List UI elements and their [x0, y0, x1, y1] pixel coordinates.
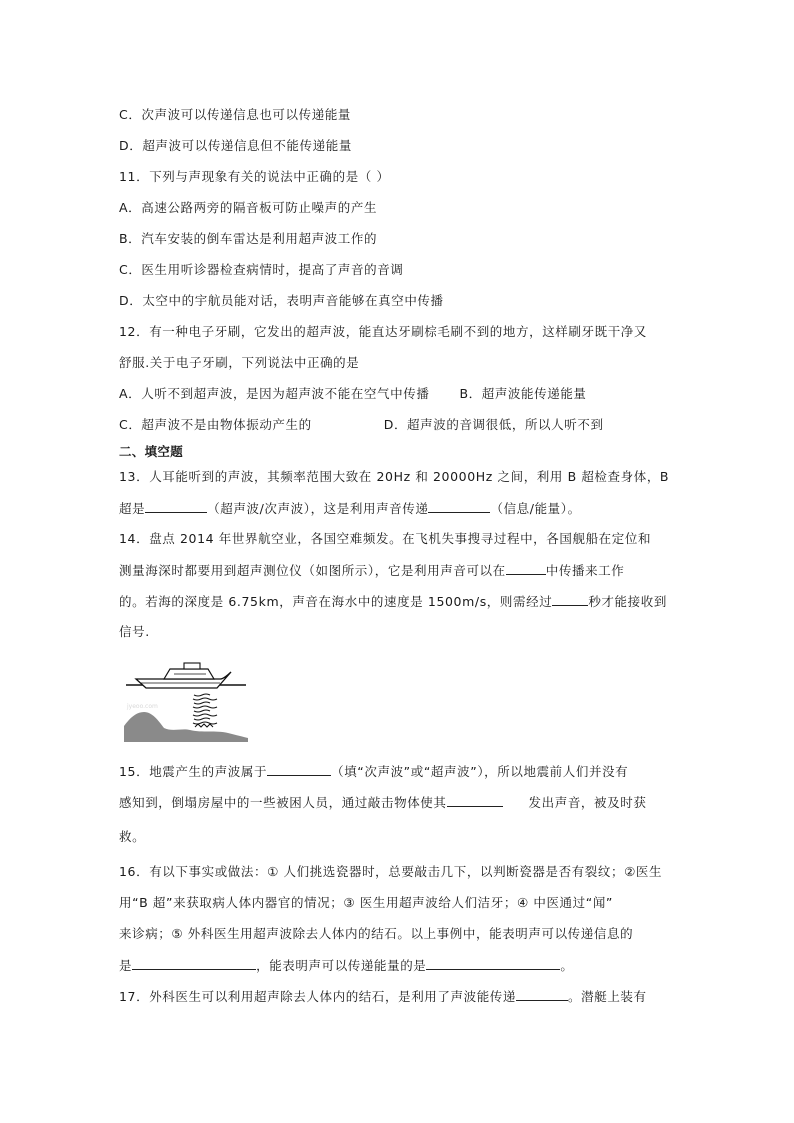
section-heading-fill-in: 二、填空题 [119, 444, 184, 459]
question-14-line2: 测量海深时都要用到超声测位仪（如图所示），它是利用声音可以在 中传播来工作 [119, 563, 625, 578]
question-14-line3: 的。若海的深度是 6.75km，声音在海水中的速度是 1500m/s，则需经过 秒才能接收到 [119, 594, 667, 609]
question-15-line3: 救。 [119, 829, 146, 844]
answer-blank[interactable] [447, 794, 503, 807]
option-11c: C．医生用听诊器检查病情时，提高了声音的音调 [119, 262, 404, 277]
question-14-line4: 信号. [119, 624, 150, 639]
option-12d: D．超声波的音调很低，所以人听不到 [383, 417, 604, 432]
answer-blank[interactable] [516, 988, 568, 1001]
option-12c: C．超声波不是由物体振动产生的 [119, 417, 312, 432]
ship-sonar-figure [124, 658, 248, 742]
answer-blank[interactable] [428, 500, 490, 513]
option-12a: A．人听不到超声波，是因为超声波不能在空气中传播 [119, 386, 430, 401]
answer-blank[interactable] [426, 957, 560, 970]
answer-blank[interactable] [132, 957, 256, 970]
question-13-line2: 超是 （超声波/次声波），这是利用声音传递 （信息/能量）。 [119, 501, 581, 516]
option-12b: B．超声波能传递能量 [459, 386, 587, 401]
answer-blank[interactable] [267, 763, 331, 776]
question-14-line1: 14．盘点 2014 年世界航空业，各国空难频发。在飞机失事搜寻过程中，各国舰船在定位和 [119, 531, 652, 546]
question-11-stem: 11．下列与声现象有关的说法中正确的是（ ） [119, 169, 390, 184]
answer-blank[interactable] [552, 593, 588, 606]
options-12-ab [119, 386, 587, 402]
answer-blank[interactable] [506, 562, 546, 575]
options-12-cd [119, 417, 604, 433]
question-17-line1: 17．外科医生可以利用超声除去人体内的结石，是利用了声波能传递 。潜艇上装有 [119, 989, 647, 1004]
question-12-stem-line2: 舒服.关于电子牙刷，下列说法中正确的是 [119, 355, 360, 370]
question-16-line2: 用“B 超”来获取病人体内器官的情况；③ 医生用超声波给人们洁牙；④ 中医通过“闻” [119, 895, 614, 910]
option-11b: B．汽车安装的倒车雷达是利用超声波工作的 [119, 231, 378, 246]
answer-blank[interactable] [145, 500, 207, 513]
sound-wave-icon [193, 694, 217, 727]
seabed-shape [124, 712, 248, 742]
option-10d: D．超声波可以传递信息但不能传递能量 [119, 138, 352, 153]
option-10c: C．次声波可以传递信息也可以传递能量 [119, 107, 352, 122]
question-13-line1: 13．人耳能听到的声波，其频率范围大致在 20Hz 和 20000Hz 之间，利用 B 超检查身体，B [119, 469, 670, 484]
question-16-line4: 是 ，能表明声可以传递能量的是 。 [119, 958, 574, 973]
question-15-line2: 感知到，倒塌房屋中的一些被困人员，通过敲击物体使其 发出声音，被及时获 [119, 795, 647, 810]
option-11d: D．太空中的宇航员能对话，表明声音能够在真空中传播 [119, 293, 444, 308]
question-16-line3: 来诊病；⑤ 外科医生用超声波除去人体内的结石。以上事例中，能表明声可以传递信息的 [119, 926, 634, 941]
watermark: jyeoo.com [127, 703, 158, 710]
question-15-line1: 15．地震产生的声波属于 （填“次声波”或“超声波”），所以地震前人们并没有 [119, 764, 629, 779]
ship-icon [136, 663, 231, 688]
question-12-stem-line1: 12．有一种电子牙刷，它发出的超声波，能直达牙刷棕毛刷不到的地方，这样刷牙既干净又 [119, 324, 648, 339]
question-16-line1: 16．有以下事实或做法：① 人们挑选瓷器时，总要敲击几下，以判断瓷器是否有裂纹；②医生 [119, 864, 663, 879]
option-11a: A．高速公路两旁的隔音板可防止噪声的产生 [119, 200, 378, 215]
